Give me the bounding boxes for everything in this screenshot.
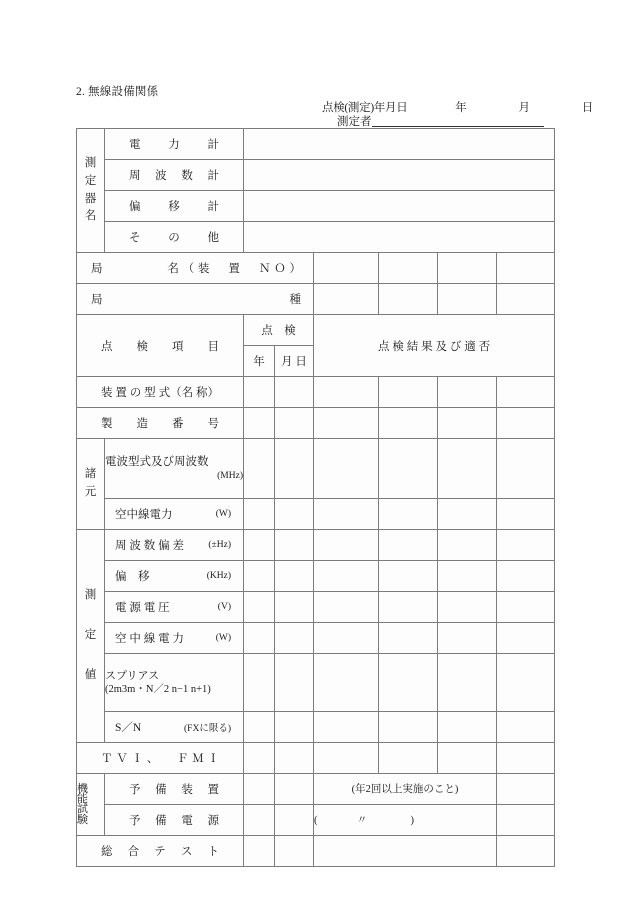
meas-spurious-result-4[interactable] (497, 654, 555, 712)
tvi-fmi-year[interactable] (244, 742, 275, 773)
spare-device-year[interactable] (244, 773, 275, 804)
meas-spurious-result-1[interactable] (314, 654, 379, 712)
spec-antenna-power-text: 空中線電力 (115, 509, 173, 522)
measurer-header (337, 113, 544, 129)
table-row (77, 284, 555, 315)
meas-deviation-result-2[interactable] (379, 561, 438, 592)
measuring-instrument-side-label: 測 定 器 名 (77, 129, 105, 253)
spec-emission-result-1[interactable] (314, 439, 379, 499)
device-model-year[interactable] (244, 377, 275, 408)
serial-number-result-4[interactable] (497, 408, 555, 439)
table-row (77, 191, 555, 222)
total-test-result-last[interactable] (497, 835, 555, 866)
header-inspection-item: 点 検 項 目 (77, 315, 244, 377)
header-inspection-result: 点 検 結 果 及 び 適 否 (314, 315, 555, 377)
spec-antenna-power-result-3[interactable] (438, 499, 497, 530)
meas-label-sn-ratio: S／N (FXに限る) (105, 711, 244, 742)
device-model-monthday[interactable] (275, 377, 314, 408)
serial-number-year[interactable] (244, 408, 275, 439)
table-row (77, 773, 555, 804)
instrument-value-other[interactable] (244, 222, 555, 253)
instrument-value-deviation-meter[interactable] (244, 191, 555, 222)
measurer-input[interactable] (372, 113, 544, 127)
spurious-line-2: (2m3m・N／2 n−1 n+1) (105, 683, 211, 695)
spec-emission-unit: (MHz) (217, 471, 243, 482)
station-type-label: 局 種 (77, 284, 314, 315)
station-name-cell-3[interactable] (438, 253, 497, 284)
table-row (77, 499, 555, 530)
header-monthday: 月 日 (275, 346, 314, 377)
inspection-form-table (76, 128, 555, 867)
instrument-label-frequency-meter: 周 波 数 計 (105, 160, 244, 191)
meas-antenna-power-monthday[interactable] (275, 623, 314, 654)
meas-freq-dev-year[interactable] (244, 530, 275, 561)
instrument-value-frequency-meter[interactable] (244, 160, 555, 191)
row-label-tvi-fmi: Ｔ Ｖ Ｉ 、 Ｆ Ｍ Ｉ (77, 742, 244, 773)
spec-side-label: 諸 元 (77, 439, 105, 530)
spare-power-note (314, 804, 497, 835)
spurious-line-1: スプリアス (105, 669, 160, 682)
meas-sn-result-3[interactable] (438, 711, 497, 742)
meas-sn-monthday[interactable] (275, 711, 314, 742)
meas-spurious-year[interactable] (244, 654, 275, 712)
spec-emission-monthday[interactable] (275, 439, 314, 499)
spare-power-monthday[interactable] (275, 804, 314, 835)
meas-antenna-power-result-1[interactable] (314, 623, 379, 654)
row-label-device-model: 装 置 の 型 式（名 称） (77, 377, 244, 408)
spec-emission-result-2[interactable] (379, 439, 438, 499)
instrument-label-power-meter: 電 力 計 (105, 129, 244, 160)
device-model-result-3[interactable] (438, 377, 497, 408)
station-type-cell-4[interactable] (497, 284, 555, 315)
spare-power-note-close: ) (410, 815, 414, 827)
spare-power-year[interactable] (244, 804, 275, 835)
spare-power-note-open: ( (314, 815, 318, 827)
table-row (77, 439, 555, 499)
meas-freq-dev-result-3[interactable] (438, 530, 497, 561)
spec-antenna-power-result-2[interactable] (379, 499, 438, 530)
meas-sn-result-2[interactable] (379, 711, 438, 742)
table-row (77, 561, 555, 592)
date-month-unit: 月 (518, 102, 530, 114)
table-row (77, 835, 555, 866)
meas-sn-year[interactable] (244, 711, 275, 742)
row-label-total-test: 総 合 テ ス ト (77, 835, 244, 866)
measurement-side-label: 測 定 値 (77, 530, 105, 743)
meas-antenna-power-year[interactable] (244, 623, 275, 654)
table-row (77, 654, 555, 712)
spec-emission-year[interactable] (244, 439, 275, 499)
inspection-date-label: 点検(測定)年月日 (322, 102, 408, 114)
meas-label-antenna-power: 空 中 線 電 力 (W) (105, 623, 244, 654)
spare-power-note-ditto: 〃 (356, 815, 368, 827)
serial-number-result-3[interactable] (438, 408, 497, 439)
meas-deviation-result-3[interactable] (438, 561, 497, 592)
table-row (77, 129, 555, 160)
measurer-label: 測定者 (337, 116, 372, 128)
spec-antenna-power-monthday[interactable] (275, 499, 314, 530)
meas-label-spurious (105, 654, 244, 712)
tvi-fmi-result-4[interactable] (497, 742, 555, 773)
station-name-cell-4[interactable] (497, 253, 555, 284)
meas-label-deviation: 偏 移 (KHz) (105, 561, 244, 592)
meas-voltage-monthday[interactable] (275, 592, 314, 623)
total-test-monthday[interactable] (275, 835, 314, 866)
tvi-fmi-result-2[interactable] (379, 742, 438, 773)
tvi-fmi-result-3[interactable] (438, 742, 497, 773)
spec-antenna-power-result-4[interactable] (497, 499, 555, 530)
table-row (77, 742, 555, 773)
serial-number-monthday[interactable] (275, 408, 314, 439)
serial-number-result-1[interactable] (314, 408, 379, 439)
device-model-result-2[interactable] (379, 377, 438, 408)
spec-label-antenna-power (105, 499, 244, 530)
table-row (77, 530, 555, 561)
spec-antenna-power-result-1[interactable] (314, 499, 379, 530)
instrument-label-other: そ の 他 (105, 222, 244, 253)
section-title: 2. 無線設備関係 (76, 86, 159, 98)
table-row (77, 592, 555, 623)
header-inspection-date: 点 検 (244, 315, 314, 346)
station-type-cell-1[interactable] (314, 284, 379, 315)
spare-device-result-last[interactable] (497, 773, 555, 804)
table-header-row (77, 315, 555, 346)
meas-deviation-result-4[interactable] (497, 561, 555, 592)
meas-antenna-power-result-2[interactable] (379, 623, 438, 654)
meas-label-frequency-deviation: 周 波 数 偏 差 (±Hz) (105, 530, 244, 561)
spec-emission-result-4[interactable] (497, 439, 555, 499)
table-row (77, 408, 555, 439)
meas-spurious-result-2[interactable] (379, 654, 438, 712)
date-year-unit: 年 (455, 102, 467, 114)
table-row (77, 160, 555, 191)
function-test-side-label: 機 能 試 験 (77, 773, 105, 835)
spec-antenna-power-year[interactable] (244, 499, 275, 530)
meas-deviation-result-1[interactable] (314, 561, 379, 592)
table-row (77, 804, 555, 835)
meas-freq-dev-result-4[interactable] (497, 530, 555, 561)
meas-antenna-power-result-3[interactable] (438, 623, 497, 654)
header-year: 年 (244, 346, 275, 377)
table-row (77, 377, 555, 408)
meas-voltage-result-4[interactable] (497, 592, 555, 623)
meas-voltage-year[interactable] (244, 592, 275, 623)
spare-device-monthday[interactable] (275, 773, 314, 804)
table-row (77, 623, 555, 654)
total-test-year[interactable] (244, 835, 275, 866)
meas-freq-dev-monthday[interactable] (275, 530, 314, 561)
meas-sn-result-4[interactable] (497, 711, 555, 742)
serial-number-result-2[interactable] (379, 408, 438, 439)
meas-deviation-monthday[interactable] (275, 561, 314, 592)
meas-spurious-monthday[interactable] (275, 654, 314, 712)
spare-device-note: (年2回以上実施のこと) (314, 773, 497, 804)
meas-freq-dev-result-1[interactable] (314, 530, 379, 561)
table-row (77, 711, 555, 742)
meas-voltage-result-1[interactable] (314, 592, 379, 623)
function-test-label-spare-power: 予 備 電 源 (105, 804, 244, 835)
instrument-value-power-meter[interactable] (244, 129, 555, 160)
instrument-label-deviation-meter: 偏 移 計 (105, 191, 244, 222)
tvi-fmi-result-1[interactable] (314, 742, 379, 773)
station-name-cell-1[interactable] (314, 253, 379, 284)
meas-spurious-result-3[interactable] (438, 654, 497, 712)
spare-power-result-last[interactable] (497, 804, 555, 835)
meas-label-supply-voltage: 電 源 電 圧 (V) (105, 592, 244, 623)
tvi-fmi-monthday[interactable] (275, 742, 314, 773)
date-day-unit: 日 (581, 102, 594, 114)
spec-antenna-power-unit: (W) (215, 509, 231, 520)
device-model-result-1[interactable] (314, 377, 379, 408)
function-test-label-spare-device: 予 備 装 置 (105, 773, 244, 804)
meas-voltage-result-2[interactable] (379, 592, 438, 623)
meas-freq-dev-result-2[interactable] (379, 530, 438, 561)
station-type-cell-2[interactable] (379, 284, 438, 315)
meas-sn-result-1[interactable] (314, 711, 379, 742)
station-name-label: 局 名（装 置 ＮＯ） (77, 253, 314, 284)
table-row (77, 253, 555, 284)
spec-label-emission-frequency (105, 439, 244, 499)
station-type-cell-3[interactable] (438, 284, 497, 315)
meas-deviation-year[interactable] (244, 561, 275, 592)
device-model-result-4[interactable] (497, 377, 555, 408)
spec-emission-result-3[interactable] (438, 439, 497, 499)
table-row (77, 222, 555, 253)
meas-antenna-power-result-4[interactable] (497, 623, 555, 654)
spec-emission-text: 電波型式及び周波数 (105, 455, 209, 468)
meas-voltage-result-3[interactable] (438, 592, 497, 623)
total-test-merged-result[interactable] (314, 835, 497, 866)
station-name-cell-2[interactable] (379, 253, 438, 284)
row-label-serial-number: 製 造 番 号 (77, 408, 244, 439)
